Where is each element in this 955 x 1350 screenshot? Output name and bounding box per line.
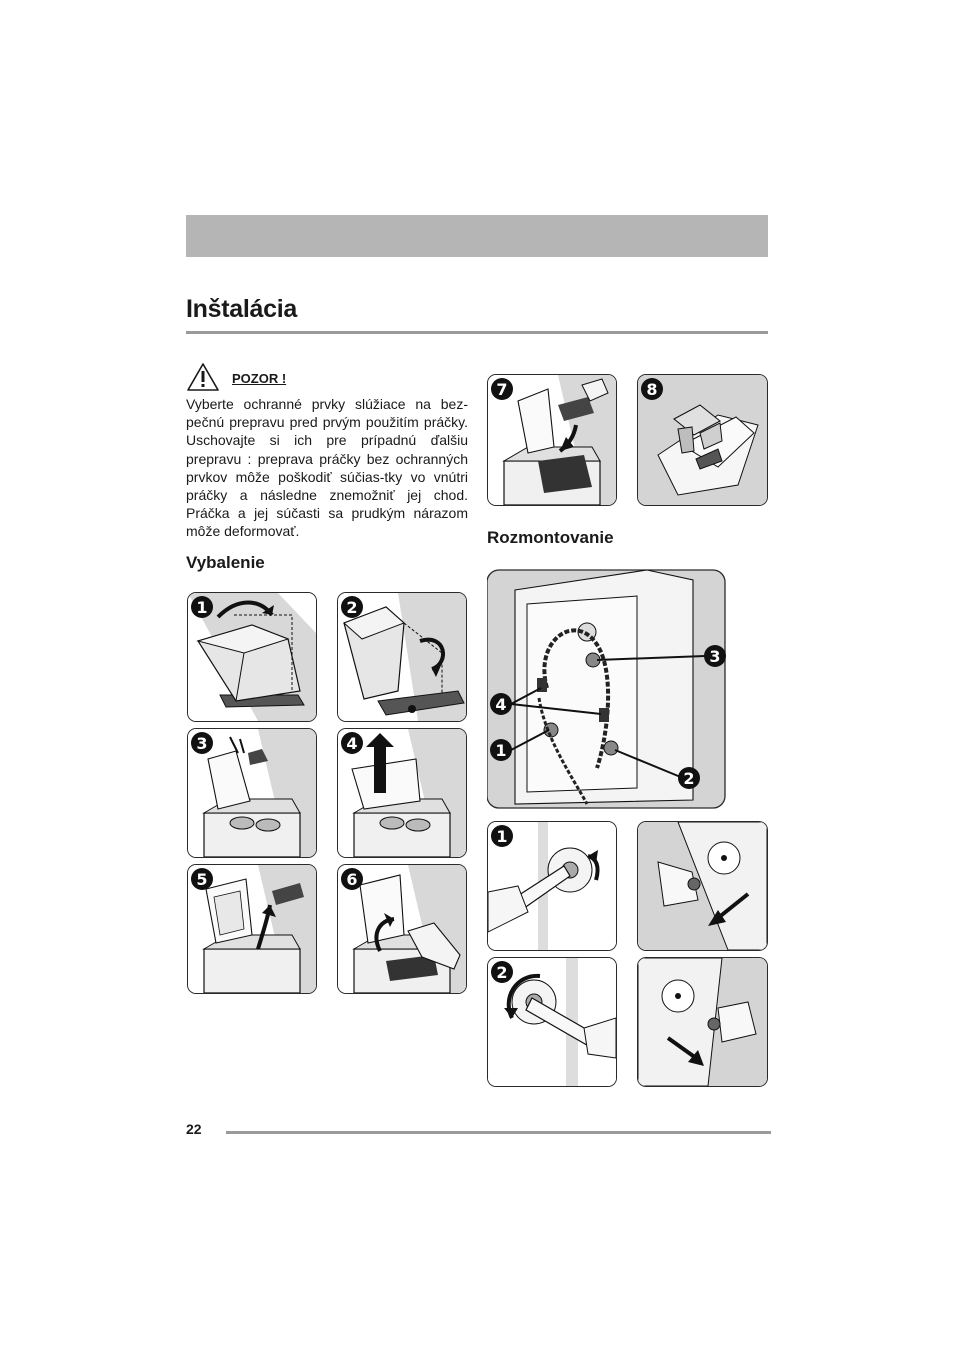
page-title: Inštalácia: [186, 295, 297, 323]
disassembly-overview: [487, 568, 767, 810]
step-number: 2: [496, 963, 508, 982]
footer-divider: [226, 1131, 771, 1134]
callout-number: 1: [495, 741, 507, 760]
disassembly-step-1-pull: [637, 821, 768, 951]
title-divider: [186, 331, 768, 334]
unpacking-step-7: [487, 374, 617, 506]
callout-number: 4: [495, 695, 507, 714]
disassembly-step-2-pull: [637, 957, 768, 1087]
disassembly-step-1: [487, 821, 617, 951]
step-number: 1: [496, 827, 508, 846]
warning-text: Vyberte ochranné prvky slúžiace na bez-pečnú prepravu pred prvým použitím práčky. Uschovajte si ich pre prípadnú ďalšiu prepravu : preprava práčky bez ochranných prvkov môže poškodiť súčias-tky vo vnútri práčky a následne znemožniť jej chod. Práčka a jej súčasti sa prudkým nárazom môže deformovať.: [186, 396, 468, 540]
unpacking-heading: Vybalenie: [186, 553, 265, 572]
step-number: 8: [646, 380, 658, 399]
unpacking-step-5: [187, 864, 317, 994]
header-bar: [186, 215, 768, 257]
unpacking-step-4: [337, 728, 467, 858]
step-number: 5: [196, 870, 208, 889]
callout-number: 3: [709, 647, 721, 666]
step-number: 7: [496, 380, 508, 399]
page-number: 22: [186, 1121, 202, 1137]
step-number: 3: [196, 734, 208, 753]
warning-triangle-icon: [186, 362, 220, 392]
step-number: 6: [346, 870, 358, 889]
unpacking-step-2: [337, 592, 467, 722]
unpacking-step-1: [187, 592, 317, 722]
unpacking-step-3: [187, 728, 317, 858]
callout-number: 2: [683, 769, 695, 788]
warning-heading: POZOR !: [232, 371, 287, 386]
disassembly-heading: Rozmontovanie: [487, 528, 614, 547]
step-number: 4: [346, 734, 358, 753]
unpacking-step-6: [337, 864, 467, 994]
step-number: 2: [346, 598, 358, 617]
unpacking-step-8: [637, 374, 768, 506]
step-number: 1: [196, 598, 208, 617]
disassembly-step-2: [487, 957, 617, 1087]
